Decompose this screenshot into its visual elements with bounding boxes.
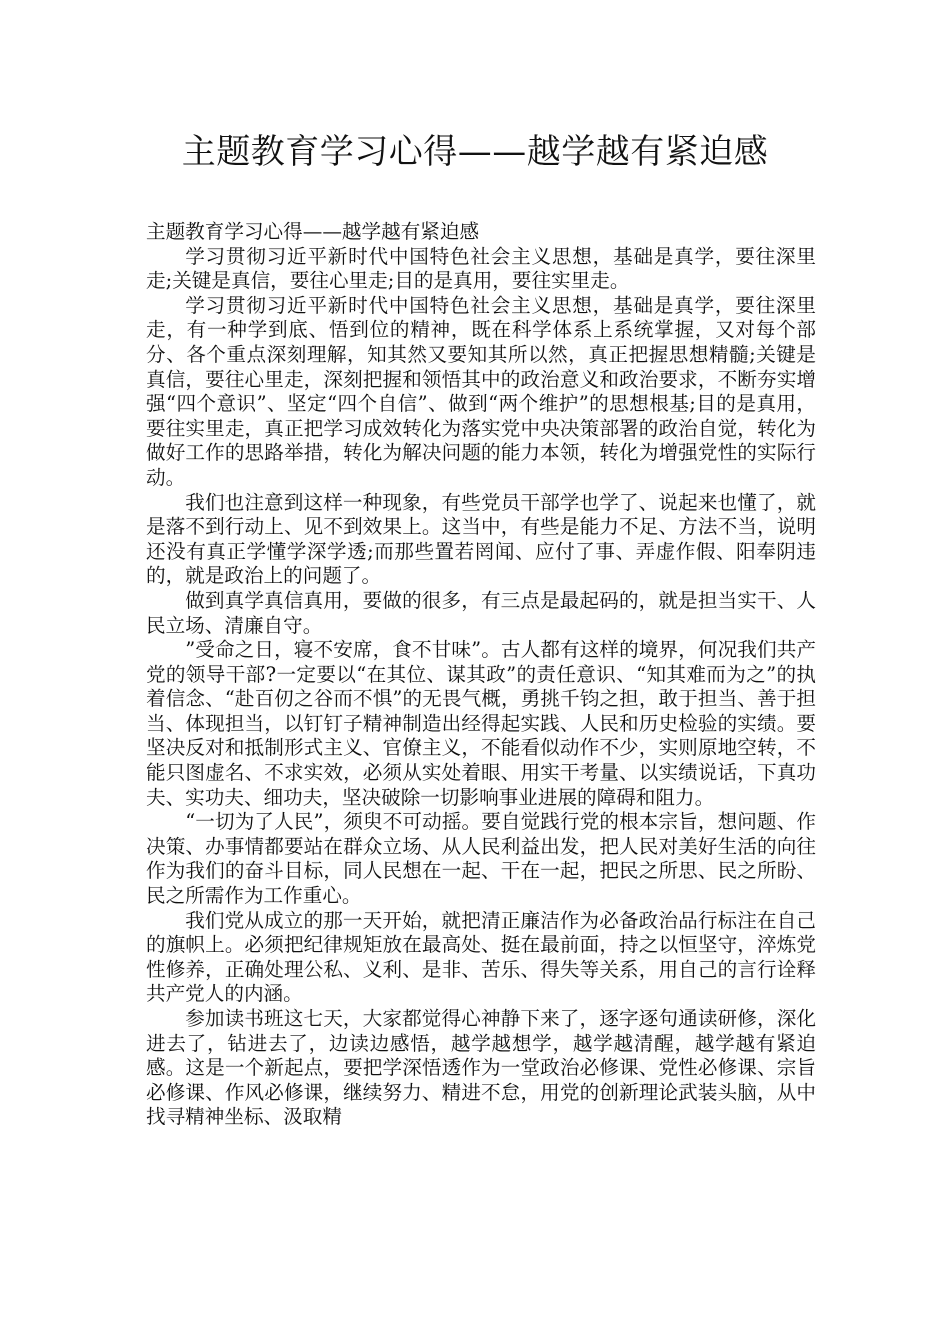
document-subtitle: 主题教育学习心得——越学越有紧迫感 xyxy=(146,220,480,243)
paragraph: 参加读书班这七天，大家都觉得心神静下来了，逐字逐句通读研修，深化进去了，钻进去了，边读边感悟，越学越想学，越学越清醒，越学越有紧迫感。这是一个新起点，要把学深悟透作为一堂政治必修课、党性必修课、宗旨必修课、作风必修课，继续努力、精进不怠，用党的创新理论武装头脑，从中找寻精神坐标、汲取精 xyxy=(146,1007,816,1129)
paragraph: 我们党从成立的那一天开始，就把清正廉洁作为必备政治品行标注在自己的旗帜上。必须把纪律规矩放在最高处、挺在最前面，持之以恒坚守，淬炼党性修养，正确处理公私、义利、是非、苦乐、得失等关系，用自己的言行诠释共产党人的内涵。 xyxy=(146,908,816,1006)
paragraph: 学习贯彻习近平新时代中国特色社会主义思想，基础是真学，要往深里走;关键是真信，要往心里走;目的是真用，要往实里走。 xyxy=(146,244,816,293)
paragraph: 我们也注意到这样一种现象，有些党员干部学也学了、说起来也懂了，就是落不到行动上、见不到效果上。这当中，有些是能力不足、方法不当，说明还没有真正学懂学深学透;而那些置若罔闻、应付了事、弄虚作假、阳奉阴违的，就是政治上的问题了。 xyxy=(146,490,816,588)
paragraph: 做到真学真信真用，要做的很多，有三点是最起码的，就是担当实干、人民立场、清廉自守。 xyxy=(146,588,816,637)
paragraph: “一切为了人民”，须臾不可动摇。要自觉践行党的根本宗旨，想问题、作决策、办事情都要站在群众立场、从人民利益出发，把人民对美好生活的向往作为我们的奋斗目标，同人民想在一起、干在一起，把民之所思、民之所盼、民之所需作为工作重心。 xyxy=(146,810,816,908)
paragraph: 学习贯彻习近平新时代中国特色社会主义思想，基础是真学，要往深里走，有一种学到底、悟到位的精神，既在科学体系上系统掌握，又对每个部分、各个重点深刻理解，知其然又要知其所以然，真正把握思想精髓;关键是真信，要往心里走，深刻把握和领悟其中的政治意义和政治要求，不断夯实增强“四个意识”、坚定“四个自信”、做到“两个维护”的思想根基;目的是真用，要往实里走，真正把学习成效转化为落实党中央决策部署的政治自觉，转化为做好工作的思路举措，转化为解决问题的能力本领，转化为增强党性的实际行动。 xyxy=(146,293,816,489)
document-title: 主题教育学习心得——越学越有紧迫感 xyxy=(181,132,769,172)
document-body xyxy=(146,220,816,1130)
paragraph: ”受命之日，寝不安席，食不甘味”。古人都有这样的境界，何况我们共产党的领导干部?一定要以“在其位、谋其政”的责任意识、“知其难而为之”的执着信念、“赴百仞之谷而不惧”的无畏气概，勇挑千钧之担，敢于担当、善于担当、体现担当，以钉钉子精神制造出经得起实践、人民和历史检验的实绩。要坚决反对和抵制形式主义、官僚主义，不能看似动作不少，实则原地空转，不能只图虚名、不求实效，必须从实处着眼、用实干考量、以实绩说话，下真功夫、实功夫、细功夫，坚决破除一切影响事业进展的障碍和阻力。 xyxy=(146,638,816,809)
